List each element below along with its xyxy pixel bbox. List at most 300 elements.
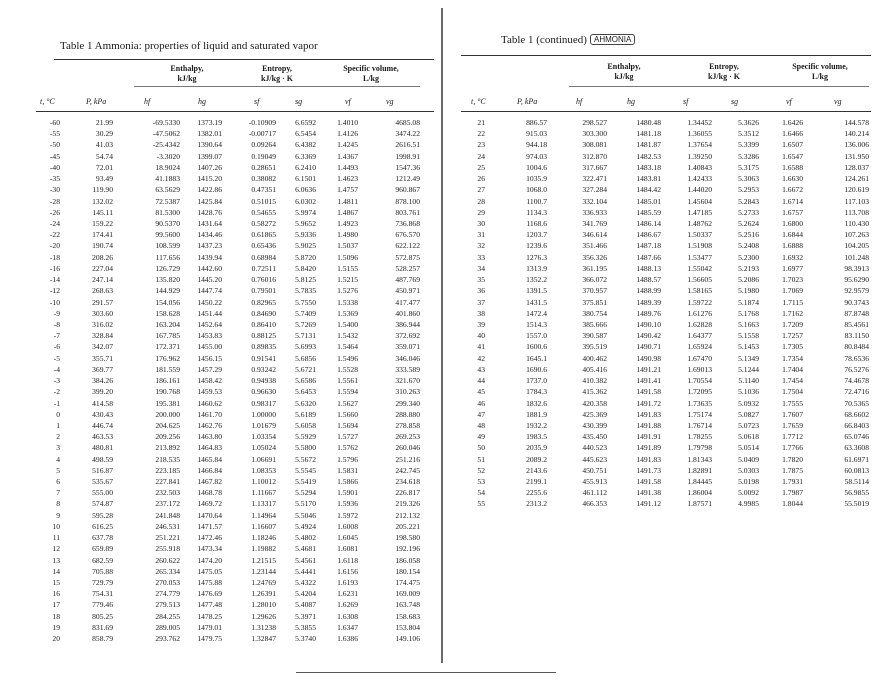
cell-vf: 1.5901	[337, 488, 358, 498]
cell-sf: 1.69013	[687, 364, 712, 374]
table-row	[441, 499, 882, 508]
cell-t: -40	[49, 162, 60, 172]
cell-hg: 1477.48	[197, 600, 222, 610]
cell-sf: 0.65436	[251, 241, 276, 251]
cell-p: 1983.5	[526, 432, 547, 442]
cell-sf: 1.01679	[251, 420, 276, 430]
cell-p: 1932.2	[526, 420, 547, 430]
cell-t: -2	[53, 387, 60, 397]
cell-vf: 1.5369	[337, 308, 358, 318]
cell-sg: 5.0514	[738, 443, 759, 453]
cell-p: 1004.6	[526, 162, 547, 172]
table-row	[0, 286, 441, 295]
table-title: Table 1 Ammonia: properties of liquid and saturated vapor	[60, 40, 318, 52]
cell-vf: 1.7875	[782, 465, 803, 475]
cell-hf: 90.5370	[155, 218, 180, 228]
cell-sf: 0.98317	[251, 398, 276, 408]
table-row	[441, 331, 882, 340]
cell-hg: 1467.82	[197, 477, 222, 487]
cell-vg: 78.6536	[844, 353, 869, 363]
cell-vf: 1.7504	[782, 387, 803, 397]
cell-hg: 1474.20	[197, 555, 222, 565]
cell-p: 1313.9	[526, 263, 547, 273]
table-row	[0, 477, 441, 486]
table-row	[441, 219, 882, 228]
cell-hg: 1468.78	[197, 488, 222, 498]
cell-p: 1431.5	[526, 297, 547, 307]
cell-hf: 375.851	[582, 297, 607, 307]
table-row	[441, 410, 882, 419]
cell-hg: 1437.23	[197, 241, 222, 251]
cell-vf: 1.6269	[337, 600, 358, 610]
cell-t: 37	[477, 297, 485, 307]
cell-vg: 269.253	[395, 432, 420, 442]
cell-sf: 1.16607	[251, 521, 276, 531]
cell-hf: 336.933	[582, 207, 607, 217]
cell-vf: 1.7931	[782, 477, 803, 487]
cell-p: 682.59	[92, 555, 113, 565]
cell-t: 20	[52, 634, 60, 644]
cell-vf: 1.5276	[337, 286, 358, 296]
cell-vf: 1.7659	[782, 420, 803, 430]
cell-sf: 1.61276	[687, 308, 712, 318]
cell-vg: 288.880	[395, 409, 420, 419]
cell-sf: 1.10012	[251, 477, 276, 487]
cell-vf: 1.7162	[782, 308, 803, 318]
cell-vg: 65.0746	[844, 432, 869, 442]
cell-hg: 1445.20	[197, 275, 222, 285]
cell-t: 6	[56, 477, 60, 487]
table-row	[441, 264, 882, 273]
cell-hg: 1425.84	[197, 196, 222, 206]
cell-p: 119.90	[92, 185, 113, 195]
table-row	[0, 174, 441, 183]
table-row	[441, 174, 882, 183]
cell-hg: 1483.81	[636, 174, 661, 184]
cell-sf: 1.79798	[687, 443, 712, 453]
cell-vg: 72.4716	[844, 387, 869, 397]
cell-sf: 1.36055	[687, 129, 712, 139]
cell-hg: 1485.01	[636, 196, 661, 206]
table-row	[441, 387, 882, 396]
cell-t: -4	[53, 364, 60, 374]
cell-vg: 676.570	[395, 230, 420, 240]
cell-sf: 1.67470	[687, 353, 712, 363]
cell-t: 32	[477, 241, 485, 251]
cell-vg: 359.071	[395, 342, 420, 352]
cell-t: -20	[49, 241, 60, 251]
cell-vf: 1.5096	[337, 252, 358, 262]
table-row	[441, 298, 882, 307]
cell-sg: 6.5454	[295, 129, 316, 139]
cell-vg: 278.858	[395, 420, 420, 430]
cell-hf: 435.450	[582, 432, 607, 442]
cell-sf: 1.05024	[251, 443, 276, 453]
cell-t: -30	[49, 185, 60, 195]
cell-p: 72.01	[95, 162, 113, 172]
cell-vg: 104.205	[844, 241, 869, 251]
cell-hf: -47.5062	[152, 129, 180, 139]
cell-sg: 5.3286	[738, 151, 759, 161]
cell-hf: 455.913	[582, 477, 607, 487]
cell-vg: 169.009	[395, 589, 420, 599]
cell-vf: 1.5037	[337, 241, 358, 251]
table-row	[441, 376, 882, 385]
cell-sg: 5.9336	[295, 230, 316, 240]
cell-hf: 218.535	[155, 454, 180, 464]
cell-sg: 5.3175	[738, 162, 759, 172]
cell-sf: 1.50337	[687, 230, 712, 240]
cell-p: 1514.3	[526, 319, 547, 329]
cell-t: 40	[477, 331, 485, 341]
cell-t: 28	[477, 196, 485, 206]
cell-p: 159.22	[92, 218, 113, 228]
cell-t: -28	[49, 196, 60, 206]
cell-hg: 1399.07	[197, 151, 222, 161]
cell-sf: 1.45604	[687, 196, 712, 206]
enthalpy-header: Enthalpy, kJ/kg	[607, 62, 641, 81]
volume-header: Specific volume, L/kg	[792, 62, 848, 81]
cell-sf: 1.51908	[687, 241, 712, 251]
cell-sf: 1.78255	[687, 432, 712, 442]
cell-sf: 0.47351	[251, 185, 276, 195]
cell-p: 303.60	[92, 308, 113, 318]
cell-t: 25	[477, 162, 485, 172]
cell-hg: 1490.71	[636, 342, 661, 352]
cell-p: 384.26	[92, 376, 113, 386]
cell-hf: 361.195	[582, 263, 607, 273]
cell-vf: 1.6547	[782, 151, 803, 161]
cell-vf: 1.7305	[782, 342, 803, 352]
cell-sg: 5.1036	[738, 387, 759, 397]
cell-vf: 1.6231	[337, 589, 358, 599]
cell-t: -8	[53, 319, 60, 329]
cell-t: 55	[477, 499, 485, 509]
cell-sg: 5.7835	[295, 286, 316, 296]
cell-sg: 5.4924	[295, 521, 316, 531]
cell-p: 2255.6	[526, 488, 547, 498]
cell-sg: 5.4087	[295, 600, 316, 610]
cell-hf: -3.3020	[156, 151, 180, 161]
cell-sf: 0.76016	[251, 275, 276, 285]
cell-p: 516.87	[92, 465, 113, 475]
cell-t: -12	[49, 286, 60, 296]
cell-hg: 1457.29	[197, 364, 222, 374]
cell-sg: 5.1140	[738, 376, 759, 386]
cell-hf: 72.5387	[155, 196, 180, 206]
cell-vf: 1.5727	[337, 432, 358, 442]
cell-hg: 1422.86	[197, 185, 222, 195]
cell-hf: 400.462	[582, 353, 607, 363]
cell-p: 1035.9	[526, 174, 547, 184]
cell-sf: 1.72095	[687, 387, 712, 397]
cell-vg: 70.5365	[844, 398, 869, 408]
cell-hg: 1431.64	[197, 218, 222, 228]
cell-hg: 1491.89	[636, 443, 661, 453]
cell-sf: 1.75174	[687, 409, 712, 419]
cell-sg: 5.2733	[738, 207, 759, 217]
cell-vf: 1.5762	[337, 443, 358, 453]
cell-vg: 417.477	[395, 297, 420, 307]
col-hg: hg	[627, 97, 635, 106]
cell-hg: 1464.83	[197, 443, 222, 453]
cell-p: 414.58	[92, 398, 113, 408]
cell-sf: 1.70554	[687, 376, 712, 386]
cell-t: 17	[52, 600, 60, 610]
cell-vf: 1.7354	[782, 353, 803, 363]
cell-vg: 163.748	[395, 600, 420, 610]
cell-sg: 5.3399	[738, 140, 759, 150]
cell-p: 1100.7	[526, 196, 547, 206]
cell-hg: 1489.39	[636, 297, 661, 307]
col-sg: sg	[295, 97, 303, 106]
cell-sf: 1.03354	[251, 432, 276, 442]
cell-vf: 1.5155	[337, 263, 358, 273]
cell-hf: 135.820	[155, 275, 180, 285]
table-row	[441, 399, 882, 408]
cell-t: 4	[56, 454, 60, 464]
cell-sf: 0.82965	[251, 297, 276, 307]
cell-hf: 425.369	[582, 409, 607, 419]
cell-sg: 5.0198	[738, 477, 759, 487]
cell-sg: 5.0723	[738, 420, 759, 430]
cell-t: -55	[49, 129, 60, 139]
cell-p: 430.43	[92, 409, 113, 419]
cell-sg: 5.5170	[295, 499, 316, 509]
cell-hg: 1471.57	[197, 521, 222, 531]
table-row	[0, 152, 441, 161]
cell-hg: 1480.48	[636, 118, 661, 127]
cell-vg: 128.037	[844, 162, 869, 172]
cell-p: 886.57	[526, 118, 547, 127]
cell-sg: 5.1558	[738, 331, 759, 341]
table-row	[441, 253, 882, 262]
cell-vf: 1.4493	[337, 162, 358, 172]
cell-vf: 1.6507	[782, 140, 803, 150]
cell-vg: 101.248	[844, 252, 869, 262]
cell-vg: 1212.49	[395, 174, 420, 184]
cell-p: 2199.1	[526, 477, 547, 487]
cell-vg: 120.619	[844, 185, 869, 195]
cell-hg: 1475.88	[197, 578, 222, 588]
cell-p: 1391.5	[526, 286, 547, 296]
cell-hf: 341.769	[582, 218, 607, 228]
cell-t: 54	[477, 488, 485, 498]
cell-vf: 1.6156	[337, 566, 358, 576]
cell-sf: 1.19882	[251, 544, 276, 554]
cell-p: 369.77	[92, 364, 113, 374]
cell-sg: 5.5046	[295, 510, 316, 520]
table-row	[0, 320, 441, 329]
cell-hg: 1459.53	[197, 387, 222, 397]
cell-sg: 5.9652	[295, 218, 316, 228]
cell-hg: 1407.26	[197, 162, 222, 172]
cell-vg: 87.8748	[844, 308, 869, 318]
cell-sf: 0.72511	[251, 263, 276, 273]
cell-sg: 4.9985	[738, 499, 759, 509]
header-rule	[36, 111, 434, 112]
cell-vg: 144.578	[844, 118, 869, 127]
cell-p: 2089.2	[526, 454, 547, 464]
cell-vf: 1.7404	[782, 364, 803, 374]
cell-p: 659.89	[92, 544, 113, 554]
cell-sf: 0.38082	[251, 174, 276, 184]
cell-p: 729.79	[92, 578, 113, 588]
cell-sf: 1.23144	[251, 566, 276, 576]
cell-p: 54.74	[95, 151, 113, 161]
cell-vg: 333.589	[395, 364, 420, 374]
cell-hg: 1390.64	[197, 140, 222, 150]
cell-vf: 1.7607	[782, 409, 803, 419]
entropy-header: Entropy, kJ/kg · K	[707, 62, 740, 81]
cell-t: 18	[52, 611, 60, 621]
cell-hg: 1491.38	[636, 488, 661, 498]
cell-sg: 5.3855	[295, 622, 316, 632]
cell-p: 2035.9	[526, 443, 547, 453]
cell-hf: 466.353	[582, 499, 607, 509]
cell-vg: 186.058	[395, 555, 420, 565]
cell-sg: 5.3971	[295, 611, 316, 621]
cell-t: 8	[56, 499, 60, 509]
cell-hg: 1490.42	[636, 331, 661, 341]
cell-hg: 1479.75	[197, 634, 222, 644]
col-sf: sf	[254, 97, 260, 106]
col-vf: vf	[786, 97, 792, 106]
cell-hf: 237.172	[155, 499, 180, 509]
cell-sg: 5.6189	[295, 409, 316, 419]
cell-sg: 5.7269	[295, 319, 316, 329]
cell-sg: 5.6453	[295, 387, 316, 397]
cell-t: 44	[477, 376, 485, 386]
cell-p: 1068.0	[526, 185, 547, 195]
cell-hg: 1456.15	[197, 353, 222, 363]
table-row	[0, 466, 441, 475]
cell-sg: 5.2953	[738, 185, 759, 195]
cell-vf: 1.5627	[337, 398, 358, 408]
cell-sg: 5.4681	[295, 544, 316, 554]
cell-hf: 445.623	[582, 454, 607, 464]
cell-vg: 107.263	[844, 230, 869, 240]
cell-vg: 92.9579	[844, 286, 869, 296]
cell-sf: 1.59722	[687, 297, 712, 307]
cell-p: 93.49	[95, 174, 113, 184]
cell-vf: 1.7820	[782, 454, 803, 464]
cell-vf: 1.5528	[337, 364, 358, 374]
cell-t: 31	[477, 230, 485, 240]
cell-sf: 0.54655	[251, 207, 276, 217]
cell-hg: 1491.12	[636, 499, 661, 509]
cell-vf: 1.4923	[337, 218, 358, 228]
entropy-header: Entropy, kJ/kg · K	[260, 64, 293, 83]
cell-sf: 1.87571	[687, 499, 712, 509]
cell-hf: 172.371	[155, 342, 180, 352]
cell-vg: 83.1150	[844, 331, 869, 341]
cell-hf: 284.255	[155, 611, 180, 621]
table-row	[441, 208, 882, 217]
cell-p: 535.67	[92, 477, 113, 487]
table-row	[441, 488, 882, 497]
cell-sf: 0.88125	[251, 331, 276, 341]
cell-vg: 63.3608	[844, 443, 869, 453]
cell-t: 13	[52, 555, 60, 565]
group-rule	[134, 86, 420, 87]
cell-t: 38	[477, 308, 485, 318]
table-row	[0, 309, 441, 318]
table-row	[0, 376, 441, 385]
cell-vf: 1.7987	[782, 488, 803, 498]
cell-sg: 5.1663	[738, 319, 759, 329]
table-row	[441, 477, 882, 486]
cell-hg: 1463.80	[197, 432, 222, 442]
cell-hf: 332.104	[582, 196, 607, 206]
cell-p: 316.02	[92, 319, 113, 329]
table-row	[0, 253, 441, 262]
cell-vf: 1.7555	[782, 398, 803, 408]
cell-vf: 1.7712	[782, 432, 803, 442]
cell-hf: 265.334	[155, 566, 180, 576]
cell-vf: 1.6045	[337, 533, 358, 543]
cell-sg: 5.4802	[295, 533, 316, 543]
cell-t: -6	[53, 342, 60, 352]
cell-vf: 1.7069	[782, 286, 803, 296]
cell-t: 29	[477, 207, 485, 217]
cell-p: 616.25	[92, 521, 113, 531]
cell-hg: 1461.70	[197, 409, 222, 419]
table-row	[441, 432, 882, 441]
cell-t: -26	[49, 207, 60, 217]
cell-vf: 1.5215	[337, 275, 358, 285]
cell-vf: 1.5496	[337, 353, 358, 363]
table-row	[0, 241, 441, 250]
cell-t: 46	[477, 398, 485, 408]
header-rule	[461, 111, 871, 112]
cell-sg: 5.0303	[738, 465, 759, 475]
cell-sg: 5.6856	[295, 353, 316, 363]
table-row	[0, 342, 441, 351]
table-row	[0, 634, 441, 643]
cell-sg: 5.1768	[738, 308, 759, 318]
cell-vf: 1.5866	[337, 477, 358, 487]
cell-vf: 1.4811	[337, 196, 358, 206]
cell-hf: 232.503	[155, 488, 180, 498]
cell-t: -50	[49, 140, 60, 150]
cell-vf: 1.8044	[782, 499, 803, 509]
cell-hg: 1491.83	[636, 409, 661, 419]
cell-p: 944.18	[526, 140, 547, 150]
cell-hf: 317.667	[582, 162, 607, 172]
cell-vf: 1.6844	[782, 230, 803, 240]
cell-p: 2143.6	[526, 465, 547, 475]
cell-t: -35	[49, 174, 60, 184]
cell-t: -10	[49, 297, 60, 307]
cell-p: 858.79	[92, 634, 113, 644]
cell-sg: 5.1874	[738, 297, 759, 307]
cell-sf: 1.48762	[687, 218, 712, 228]
cell-hg: 1460.62	[197, 398, 222, 408]
cell-vg: 960.867	[395, 185, 420, 195]
cell-hf: 440.523	[582, 443, 607, 453]
table-row	[441, 152, 882, 161]
table-row	[0, 522, 441, 531]
cell-hg: 1469.72	[197, 499, 222, 509]
cell-vg: 131.950	[844, 151, 869, 161]
cell-hg: 1450.22	[197, 297, 222, 307]
cell-hf: 308.081	[582, 140, 607, 150]
cell-t: 41	[477, 342, 485, 352]
col-hf: hf	[576, 97, 583, 106]
cell-vf: 1.4126	[337, 129, 358, 139]
cell-hg: 1455.00	[197, 342, 222, 352]
